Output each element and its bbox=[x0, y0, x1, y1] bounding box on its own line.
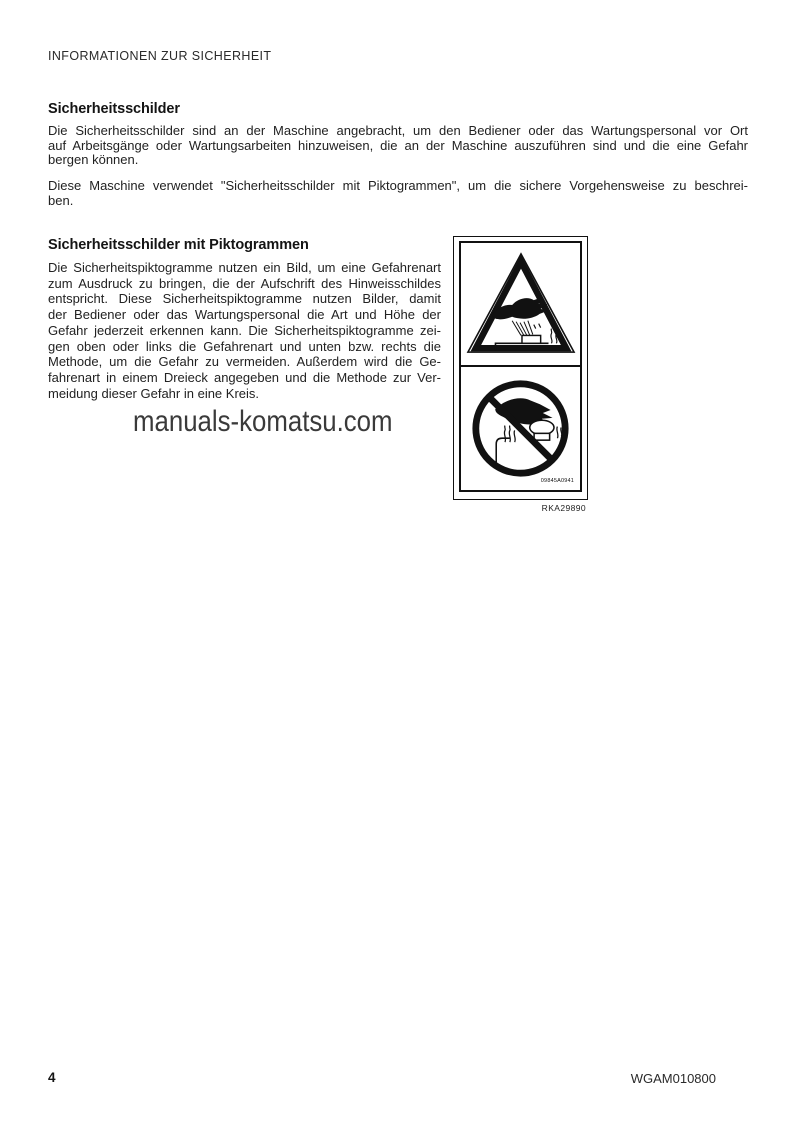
paragraph-safety-signs-2: Diese Maschine verwendet "Sicherheitsschilder mit Piktogrammen", um die sichere Vorgehensweise zu beschrei- ben. bbox=[48, 178, 748, 208]
safety-label-inner-frame bbox=[459, 241, 582, 492]
paragraph-safety-signs-1: Die Sicherheitsschilder sind an der Maschine angebracht, um den Bediener oder das Wartungspersonal vor Ort auf Arbeitsgänge oder Wartungsarbeiten hinzuweisen, die an der Maschine auszuführen sind und die eine Gefahr bergen können. bbox=[48, 123, 748, 168]
figure-cell-hazard bbox=[461, 243, 580, 367]
section-title-piktogramme: Sicherheitsschilder mit Piktogrammen bbox=[48, 237, 309, 253]
section-title-sicherheitsschilder: Sicherheitsschilder bbox=[48, 101, 180, 117]
burn-hazard-warning-triangle-icon bbox=[465, 251, 577, 357]
watermark-text: manuals-komatsu.com bbox=[133, 405, 393, 438]
figure-cell-prohibition bbox=[461, 367, 580, 490]
footer-page-number: 4 bbox=[48, 1070, 56, 1085]
paragraph-pictograms: Die Sicherheitspiktogramme nutzen ein Bild, um eine Gefahrenart zum Ausdruck zu bringen, die der Aufschrift des Hinweisschildes entspricht. Diese Sicherheitspiktogramme nutzen Bilder, damit der Bediener oder das Wartungspersonal die Art und Höhe der Gefahr jederzeit erkennen kann. Die Sicherheitspiktogramme zei- gen oben oder links die Gefahrenart und unten bzw. rechts die Methode, um die Gefahr zu vermeiden. Außerdem wird die Ge- fahrenart in einem Dreieck angegeben und die Methode zur Ver- meidung dieser Gefahr in eine Kreis. bbox=[48, 260, 441, 401]
footer-doc-code: WGAM010800 bbox=[630, 1071, 716, 1086]
do-not-touch-prohibition-icon bbox=[470, 378, 571, 479]
label-part-number: 09845A0941 bbox=[540, 478, 574, 484]
figure-caption-code: RKA29890 bbox=[541, 503, 586, 513]
safety-label-figure bbox=[453, 236, 588, 500]
running-header: INFORMATIONEN ZUR SICHERHEIT bbox=[48, 49, 272, 63]
